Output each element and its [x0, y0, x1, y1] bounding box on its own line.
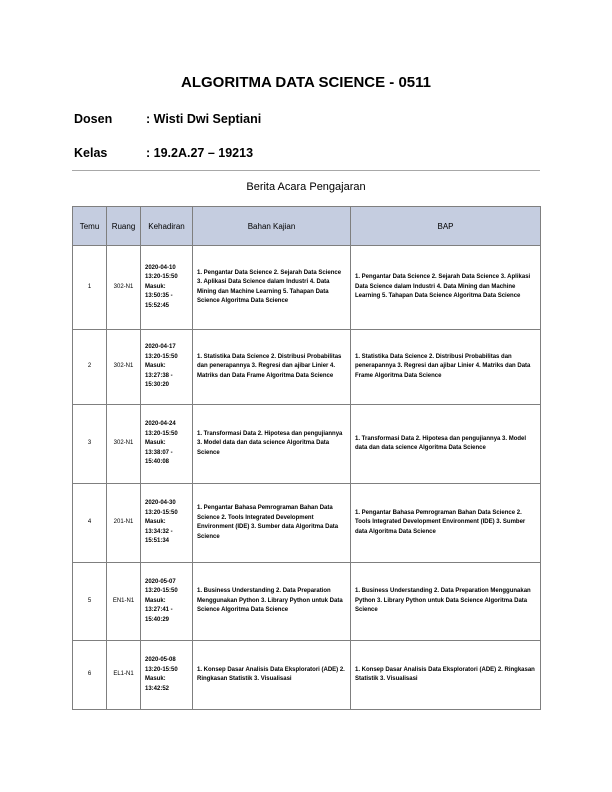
bahan-kajian-cell: 1. Transformasi Data 2. Hipotesa dan pengujiannya 3. Model data dan data science Algoritma Data Science — [193, 405, 351, 484]
bap-cell: 1. Pengantar Data Science 2. Sejarah Data Science 3. Aplikasi Data Science dalam Industri 4. Data Mining dan Machine Learning 5. Tahapan Data Science Algoritma Data Science — [351, 246, 541, 330]
column-header-bap: BAP — [351, 207, 541, 246]
document-title: ALGORITMA DATA SCIENCE - 0511 — [180, 74, 432, 91]
bahan-kajian-cell: 1. Pengantar Data Science 2. Sejarah Data Science 3. Aplikasi Data Science dalam Industri 4. Data Mining dan Machine Learning 5. Tahapan Data Science Algoritma Data Science — [193, 246, 351, 330]
kehadiran-cell: 2020-05-07 13:20-15:50 Masuk: 13:27:41 - 15:40:29 — [141, 563, 193, 641]
ruang-cell: 302-N1 — [107, 246, 141, 330]
temu-cell: 4 — [73, 484, 107, 563]
dosen-value: : Wisti Dwi Septiani — [146, 112, 262, 126]
temu-cell: 3 — [73, 405, 107, 484]
divider — [72, 170, 540, 171]
dosen-label: Dosen — [74, 112, 113, 126]
bap-cell: 1. Statistika Data Science 2. Distribusi Probabilitas dan penerapannya 3. Regresi dan ajibar Linier 4. Matriks dan Data Frame Algoritma Data Science — [351, 330, 541, 405]
table-row — [73, 484, 541, 563]
temu-cell: 6 — [73, 641, 107, 710]
bap-cell: 1. Konsep Dasar Analisis Data Eksploratori (ADE) 2. Ringkasan Statistik 3. Visualisasi — [351, 641, 541, 710]
kehadiran-cell: 2020-04-10 13:20-15:50 Masuk: 13:50:35 - 15:52:45 — [141, 246, 193, 330]
table-row — [73, 641, 541, 710]
ruang-cell: 302-N1 — [107, 330, 141, 405]
bahan-kajian-cell: 1. Business Understanding 2. Data Preparation Menggunakan Python 3. Library Python untuk Data Science Algoritma Data Science — [193, 563, 351, 641]
ruang-cell: EN1-N1 — [107, 563, 141, 641]
ruang-cell: EL1-N1 — [107, 641, 141, 710]
column-header-temu: Temu — [73, 207, 107, 246]
column-header-ruang: Ruang — [107, 207, 141, 246]
kehadiran-cell: 2020-04-30 13:20-15:50 Masuk: 13:34:32 - 15:51:34 — [141, 484, 193, 563]
kehadiran-cell: 2020-05-08 13:20-15:50 Masuk: 13:42:52 — [141, 641, 193, 710]
temu-cell: 1 — [73, 246, 107, 330]
table-header-row — [73, 207, 541, 246]
kehadiran-cell: 2020-04-17 13:20-15:50 Masuk: 13:27:38 - 15:30:20 — [141, 330, 193, 405]
bahan-kajian-cell: 1. Konsep Dasar Analisis Data Eksploratori (ADE) 2. Ringkasan Statistik 3. Visualisasi — [193, 641, 351, 710]
kelas-label: Kelas — [74, 146, 108, 160]
dosen-line — [74, 112, 261, 126]
bap-table — [72, 206, 541, 710]
ruang-cell: 201-N1 — [107, 484, 141, 563]
kehadiran-cell: 2020-04-24 13:20-15:50 Masuk: 13:38:07 - 15:40:08 — [141, 405, 193, 484]
column-header-bahan-kajian: Bahan Kajian — [193, 207, 351, 246]
temu-cell: 2 — [73, 330, 107, 405]
temu-cell: 5 — [73, 563, 107, 641]
kelas-value: : 19.2A.27 – 19213 — [146, 146, 254, 160]
ruang-cell: 302-N1 — [107, 405, 141, 484]
kelas-line — [74, 146, 253, 160]
bap-cell: 1. Pengantar Bahasa Pemrograman Bahan Data Science 2. Tools Integrated Development Environment (IDE) 3. Sumber data Algoritma Data Science — [351, 484, 541, 563]
bahan-kajian-cell: 1. Statistika Data Science 2. Distribusi Probabilitas dan penerapannya 3. Regresi dan ajibar Linier 4. Matriks dan Data Frame Algoritma Data Science — [193, 330, 351, 405]
bap-cell: 1. Transformasi Data 2. Hipotesa dan pengujiannya 3. Model data dan data science Algoritma Data Science — [351, 405, 541, 484]
column-header-kehadiran: Kehadiran — [141, 207, 193, 246]
bap-cell: 1. Business Understanding 2. Data Preparation Menggunakan Python 3. Library Python untuk Data Science Algoritma Data Science — [351, 563, 541, 641]
bahan-kajian-cell: 1. Pengantar Bahasa Pemrograman Bahan Data Science 2. Tools Integrated Development Environment (IDE) 3. Sumber data Algoritma Data Science — [193, 484, 351, 563]
table-row — [73, 563, 541, 641]
section-title: Berita Acara Pengajaran — [246, 181, 366, 193]
table-row — [73, 330, 541, 405]
table-row — [73, 405, 541, 484]
table-row — [73, 246, 541, 330]
